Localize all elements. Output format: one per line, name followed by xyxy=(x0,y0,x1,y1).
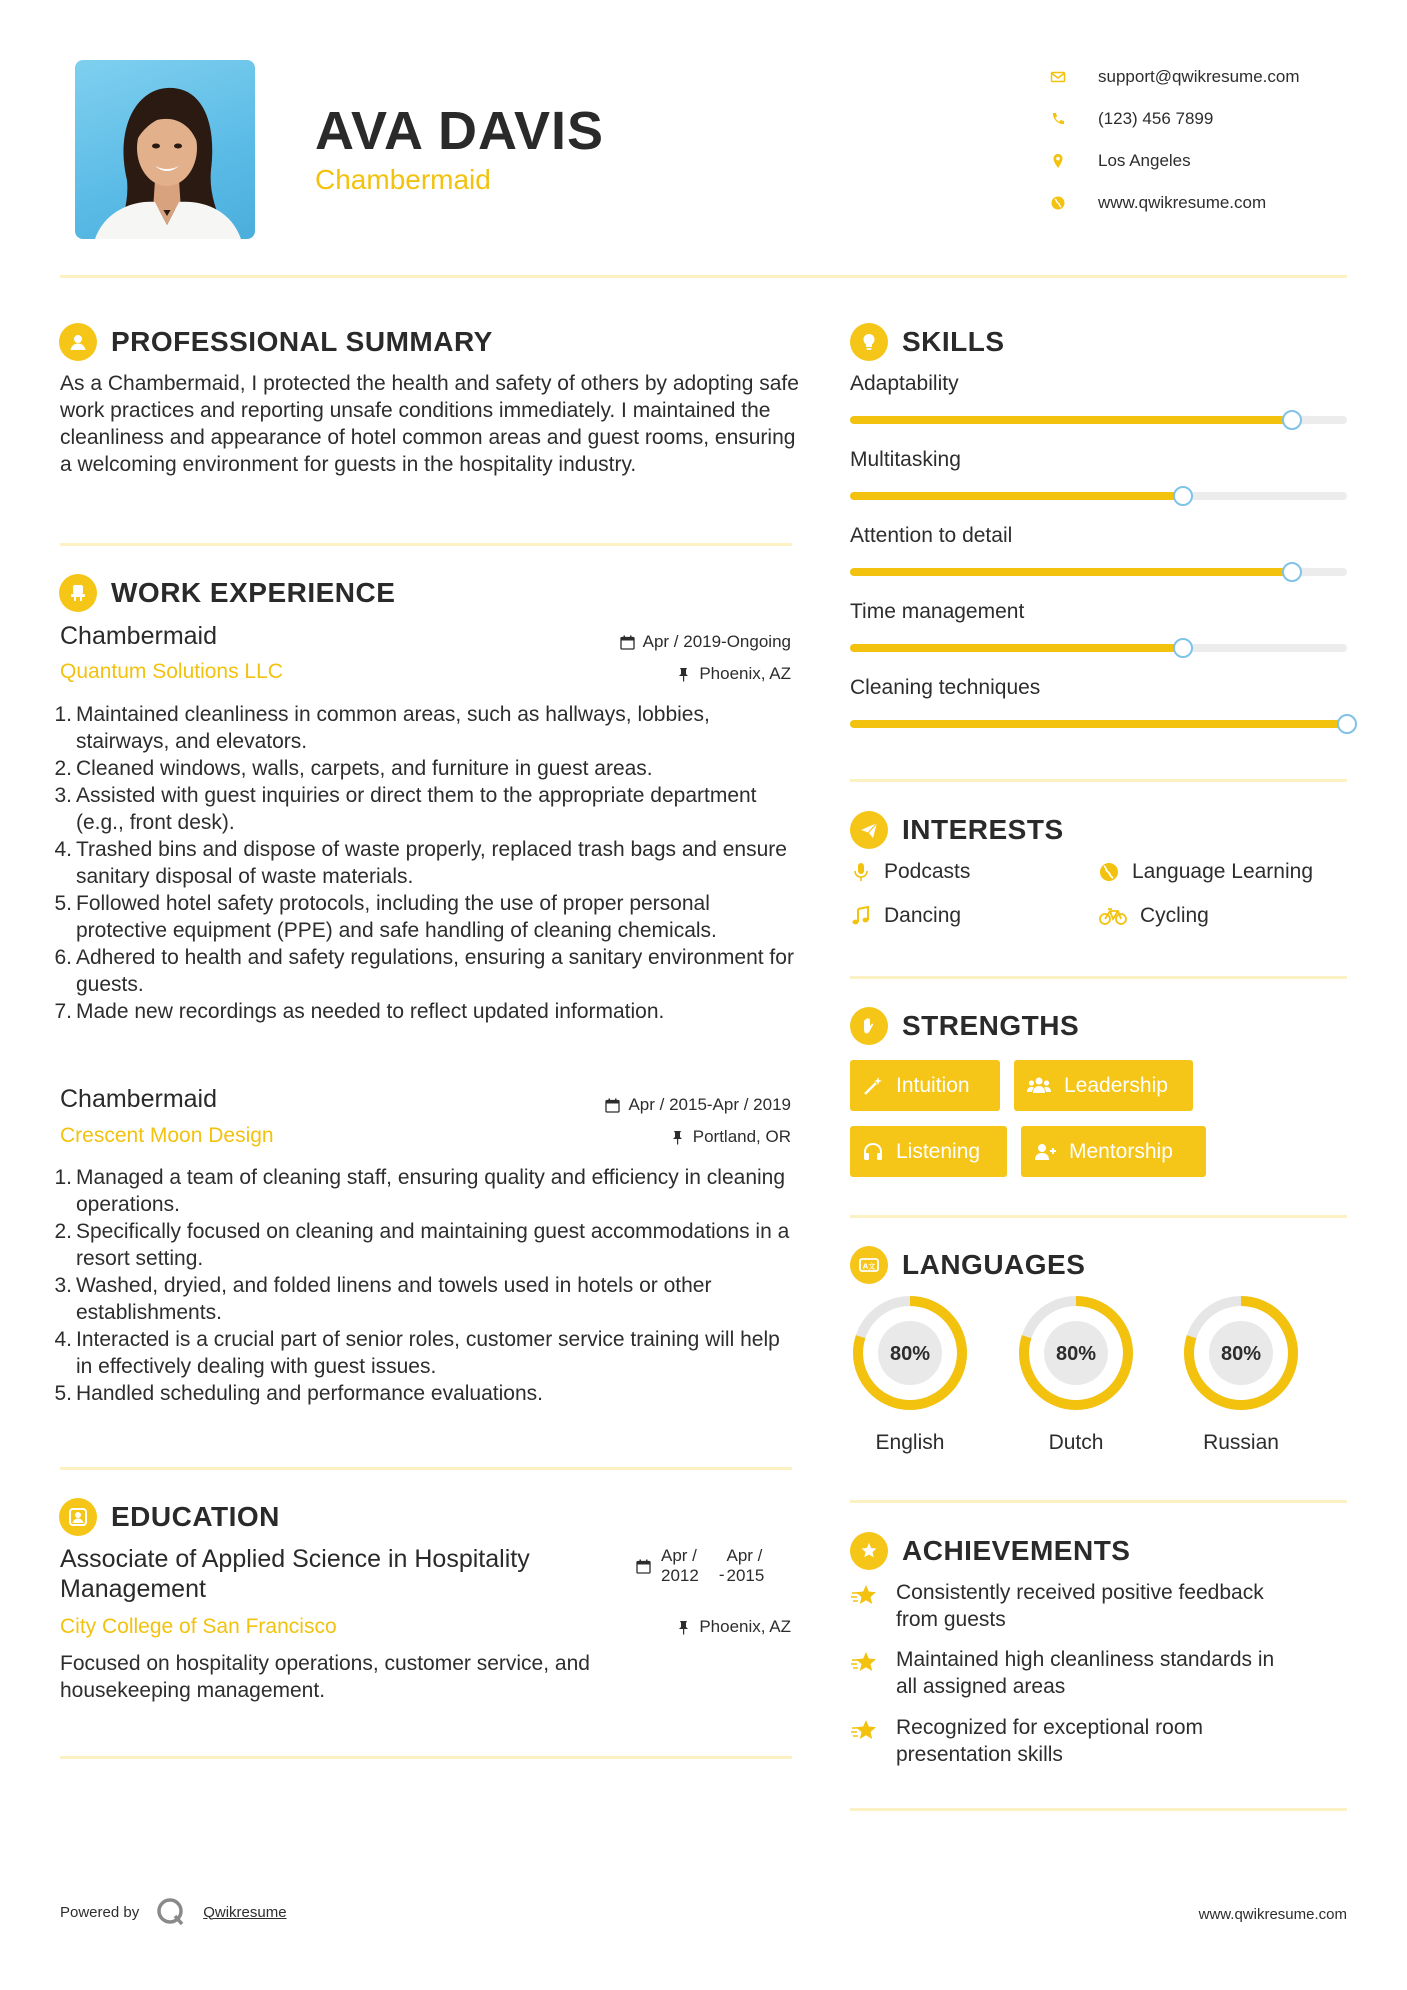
degree-line-1: Associate of Applied Science in Hospitality xyxy=(60,1545,530,1573)
date-separator: - xyxy=(718,1565,725,1584)
job-2-location-text: Portland, OR xyxy=(692,1127,791,1146)
mail-icon xyxy=(1050,69,1088,85)
contact-phone-text: (123) 456 7899 xyxy=(1098,109,1214,128)
headphones-icon xyxy=(862,1141,884,1163)
star-icon xyxy=(850,1648,880,1678)
skill-bar xyxy=(850,568,1347,576)
education-heading xyxy=(59,1498,280,1536)
language-percent: 80% xyxy=(889,1343,931,1365)
language-card-icon xyxy=(850,1246,888,1284)
bicycle-icon xyxy=(1098,905,1128,927)
list-item: 2. Cleaned windows, walls, carpets, and furniture in guest areas. xyxy=(54,757,653,780)
skill-label: Adaptability xyxy=(850,372,959,395)
summary-text: As a Chambermaid, I protected the health and safety of others by adopting safe work practices and reporting unsafe conditions immediately. I maintained the cleanliness and appearance of hotel common areas and guest rooms, ensuring a welcoming environment for guests in the hospitality industry. xyxy=(60,372,799,476)
skill-label: Multitasking xyxy=(850,448,961,471)
languages-heading xyxy=(850,1246,1085,1284)
contact-location xyxy=(1050,140,1300,182)
achievements-heading xyxy=(850,1532,1130,1570)
interest-cycling xyxy=(1098,904,1209,928)
language-name: Russian xyxy=(1203,1431,1279,1454)
star-badge-icon xyxy=(850,1532,888,1570)
skill-label: Attention to detail xyxy=(850,524,1013,547)
interests-title: INTERESTS xyxy=(902,814,1064,845)
skill-bar-fill xyxy=(850,492,1183,500)
hand-icon xyxy=(850,1007,888,1045)
skills-heading xyxy=(850,323,1005,361)
lightbulb-icon xyxy=(850,323,888,361)
calendar-icon xyxy=(636,1559,651,1574)
globe-icon xyxy=(1050,195,1088,211)
job-2-duties xyxy=(54,1164,800,1407)
list-item: 4. Trashed bins and dispose of waste properly, replaced trash bags and ensure sanitary disposal of waste materials. xyxy=(54,838,787,888)
strength-label: Mentorship xyxy=(1069,1139,1173,1163)
footer-powered-by xyxy=(60,1896,287,1928)
candidate-name: AVA DAVIS xyxy=(315,101,605,161)
language-progress-ring xyxy=(850,1293,970,1413)
list-item: 3. Assisted with guest inquiries or direct them to the appropriate department (e.g., front desk). xyxy=(54,784,757,834)
language-item xyxy=(1181,1293,1301,1455)
skill-bar-fill xyxy=(850,416,1292,424)
graduate-icon xyxy=(59,1498,97,1536)
skills-divider xyxy=(850,779,1347,782)
job-2-dates-text: Apr / 2015-Apr / 2019 xyxy=(628,1095,791,1114)
contact-website[interactable] xyxy=(1050,182,1300,224)
skill-label: Cleaning techniques xyxy=(850,676,1041,699)
users-icon xyxy=(1026,1075,1052,1097)
language-item xyxy=(1016,1293,1136,1455)
pushpin-icon xyxy=(670,1130,685,1145)
strength-tag-intuition xyxy=(850,1060,1000,1111)
education-title: EDUCATION xyxy=(111,1501,280,1532)
strength-tag-listening xyxy=(850,1126,1007,1177)
education-location-text: Phoenix, AZ xyxy=(699,1617,791,1636)
summary-heading xyxy=(59,323,493,361)
interest-label: Language Learning xyxy=(1132,860,1314,883)
achievement-text: Consistently received positive feedback from guests xyxy=(896,1581,1264,1631)
strength-label: Listening xyxy=(896,1139,981,1163)
contact-phone[interactable] xyxy=(1050,98,1300,140)
footer-url[interactable]: www.qwikresume.com xyxy=(1198,1906,1347,1923)
microphone-icon xyxy=(850,861,872,883)
interest-language-learning xyxy=(1098,860,1313,884)
education-location xyxy=(676,1617,791,1637)
skill-bar-fill xyxy=(850,568,1292,576)
interest-podcasts xyxy=(850,860,970,884)
skill-bar-knob xyxy=(1282,562,1302,582)
contact-website-text: www.qwikresume.com xyxy=(1098,193,1267,212)
qwikresume-logo-icon xyxy=(155,1896,187,1928)
candidate-title: Chambermaid xyxy=(315,164,491,195)
skill-bar-fill xyxy=(850,644,1183,652)
list-item: 5. Followed hotel safety protocols, including the use of proper personal protective equipment (PPE) and safe handling of cleaning chemicals. xyxy=(54,892,717,942)
achievement-item xyxy=(850,1646,1274,1700)
skill-label: Time management xyxy=(850,600,1025,623)
strengths-divider xyxy=(850,1215,1347,1218)
education-end-date: Apr / 2015 xyxy=(726,1546,765,1585)
language-item xyxy=(850,1293,970,1455)
language-name: English xyxy=(875,1431,945,1454)
education-dates xyxy=(636,1546,764,1586)
user-plus-icon xyxy=(1033,1141,1057,1163)
job-2-company: Crescent Moon Design xyxy=(60,1124,274,1147)
achievement-item xyxy=(850,1579,1264,1633)
star-icon xyxy=(850,1581,880,1611)
degree-line-2: Management xyxy=(60,1575,206,1603)
achievement-item xyxy=(850,1714,1203,1768)
strength-label: Intuition xyxy=(896,1073,970,1097)
experience-title: WORK EXPERIENCE xyxy=(111,577,396,608)
pushpin-icon xyxy=(676,1620,691,1635)
list-item: 1. Maintained cleanliness in common areas, such as hallways, lobbies, stairways, and elevators. xyxy=(54,703,710,753)
user-icon xyxy=(59,323,97,361)
list-item: 3. Washed, dryied, and folded linens and towels used in hotels or other establishments. xyxy=(54,1274,712,1324)
achievements-divider xyxy=(850,1808,1347,1811)
achievement-text: Recognized for exceptional room presentation skills xyxy=(896,1716,1204,1766)
job-1-dates-text: Apr / 2019-Ongoing xyxy=(642,632,791,651)
languages-divider xyxy=(850,1500,1347,1503)
languages-title: LANGUAGES xyxy=(902,1249,1086,1280)
experience-divider xyxy=(60,1467,792,1470)
contact-email[interactable] xyxy=(1050,56,1300,98)
contact-list xyxy=(1050,56,1300,224)
education-school: City College of San Francisco xyxy=(60,1615,337,1638)
language-progress-ring xyxy=(1181,1293,1301,1413)
calendar-icon xyxy=(605,1098,620,1113)
education-degree xyxy=(60,1544,530,1604)
list-item: 5. Handled scheduling and performance evaluations. xyxy=(54,1382,543,1405)
interests-heading xyxy=(850,811,1064,849)
profile-photo xyxy=(75,60,255,239)
achievements-title: ACHIEVEMENTS xyxy=(902,1535,1131,1566)
education-divider xyxy=(60,1756,792,1759)
experience-heading xyxy=(59,574,395,612)
pushpin-icon xyxy=(676,667,691,682)
skill-bar xyxy=(850,492,1347,500)
contact-email-text: support@qwikresume.com xyxy=(1098,67,1300,86)
list-item: 4. Interacted is a crucial part of senior roles, customer service training will help in effectively dealing with guest issues. xyxy=(54,1328,780,1378)
strength-tag-leadership xyxy=(1014,1060,1193,1111)
skill-bar-knob xyxy=(1337,714,1357,734)
strength-tag-mentorship xyxy=(1021,1126,1206,1177)
language-progress-ring xyxy=(1016,1293,1136,1413)
job-2-title: Chambermaid xyxy=(60,1085,218,1113)
list-item: 1. Managed a team of cleaning staff, ensuring quality and efficiency in cleaning operations. xyxy=(54,1166,786,1216)
skill-bar-knob xyxy=(1173,638,1193,658)
interest-label: Podcasts xyxy=(884,860,971,883)
globe-icon xyxy=(1098,861,1120,883)
strength-label: Leadership xyxy=(1064,1073,1168,1097)
job-2-location xyxy=(670,1127,791,1147)
language-name: Dutch xyxy=(1048,1431,1104,1454)
phone-icon xyxy=(1050,111,1088,127)
briefcase-icon xyxy=(59,574,97,612)
achievement-text: Maintained high cleanliness standards in all assigned areas xyxy=(896,1648,1275,1698)
job-1-duties xyxy=(54,701,800,1025)
svg-text:A文: A文 xyxy=(862,1262,876,1271)
skill-bar xyxy=(850,644,1347,652)
skill-bar xyxy=(850,720,1347,728)
list-item: 6. Adhered to health and safety regulations, ensuring a sanitary environment for guests. xyxy=(54,946,794,996)
interests-divider xyxy=(850,976,1347,979)
calendar-icon xyxy=(620,635,635,650)
education-start-date: Apr / 2012 xyxy=(661,1546,699,1585)
education-description: Focused on hospitality operations, customer service, and housekeeping management. xyxy=(60,1652,590,1702)
language-percent: 80% xyxy=(1055,1343,1097,1365)
interest-label: Dancing xyxy=(884,904,962,927)
skill-bar-knob xyxy=(1282,410,1302,430)
music-note-icon xyxy=(850,905,872,927)
job-2-dates xyxy=(605,1095,791,1115)
job-1-company: Quantum Solutions LLC xyxy=(60,660,283,683)
list-item: 2. Specifically focused on cleaning and maintaining guest accommodations in a resort setting. xyxy=(54,1220,790,1270)
strengths-title: STRENGTHS xyxy=(902,1010,1080,1041)
paper-plane-icon xyxy=(850,811,888,849)
contact-location-text: Los Angeles xyxy=(1098,151,1191,170)
language-percent: 80% xyxy=(1220,1343,1262,1365)
qwikresume-link[interactable]: Qwikresume xyxy=(203,1903,287,1921)
job-1-location xyxy=(676,664,791,684)
powered-by-text: Powered by xyxy=(60,1903,140,1921)
summary-title: PROFESSIONAL SUMMARY xyxy=(111,326,493,357)
job-1-dates xyxy=(620,632,791,652)
skill-bar-knob xyxy=(1173,486,1193,506)
interest-label: Cycling xyxy=(1140,904,1209,927)
skills-title: SKILLS xyxy=(902,326,1005,357)
summary-divider xyxy=(60,543,792,546)
job-1-location-text: Phoenix, AZ xyxy=(699,664,791,683)
strengths-heading xyxy=(850,1007,1079,1045)
interest-dancing xyxy=(850,904,961,928)
header-divider xyxy=(60,275,1347,278)
list-item: 7. Made new recordings as needed to reflect updated information. xyxy=(54,1000,665,1023)
location-pin-icon xyxy=(1050,153,1088,169)
skill-bar-fill xyxy=(850,720,1347,728)
skill-bar xyxy=(850,416,1347,424)
job-1-title: Chambermaid xyxy=(60,622,218,650)
magic-wand-icon xyxy=(862,1075,884,1097)
star-icon xyxy=(850,1716,880,1746)
